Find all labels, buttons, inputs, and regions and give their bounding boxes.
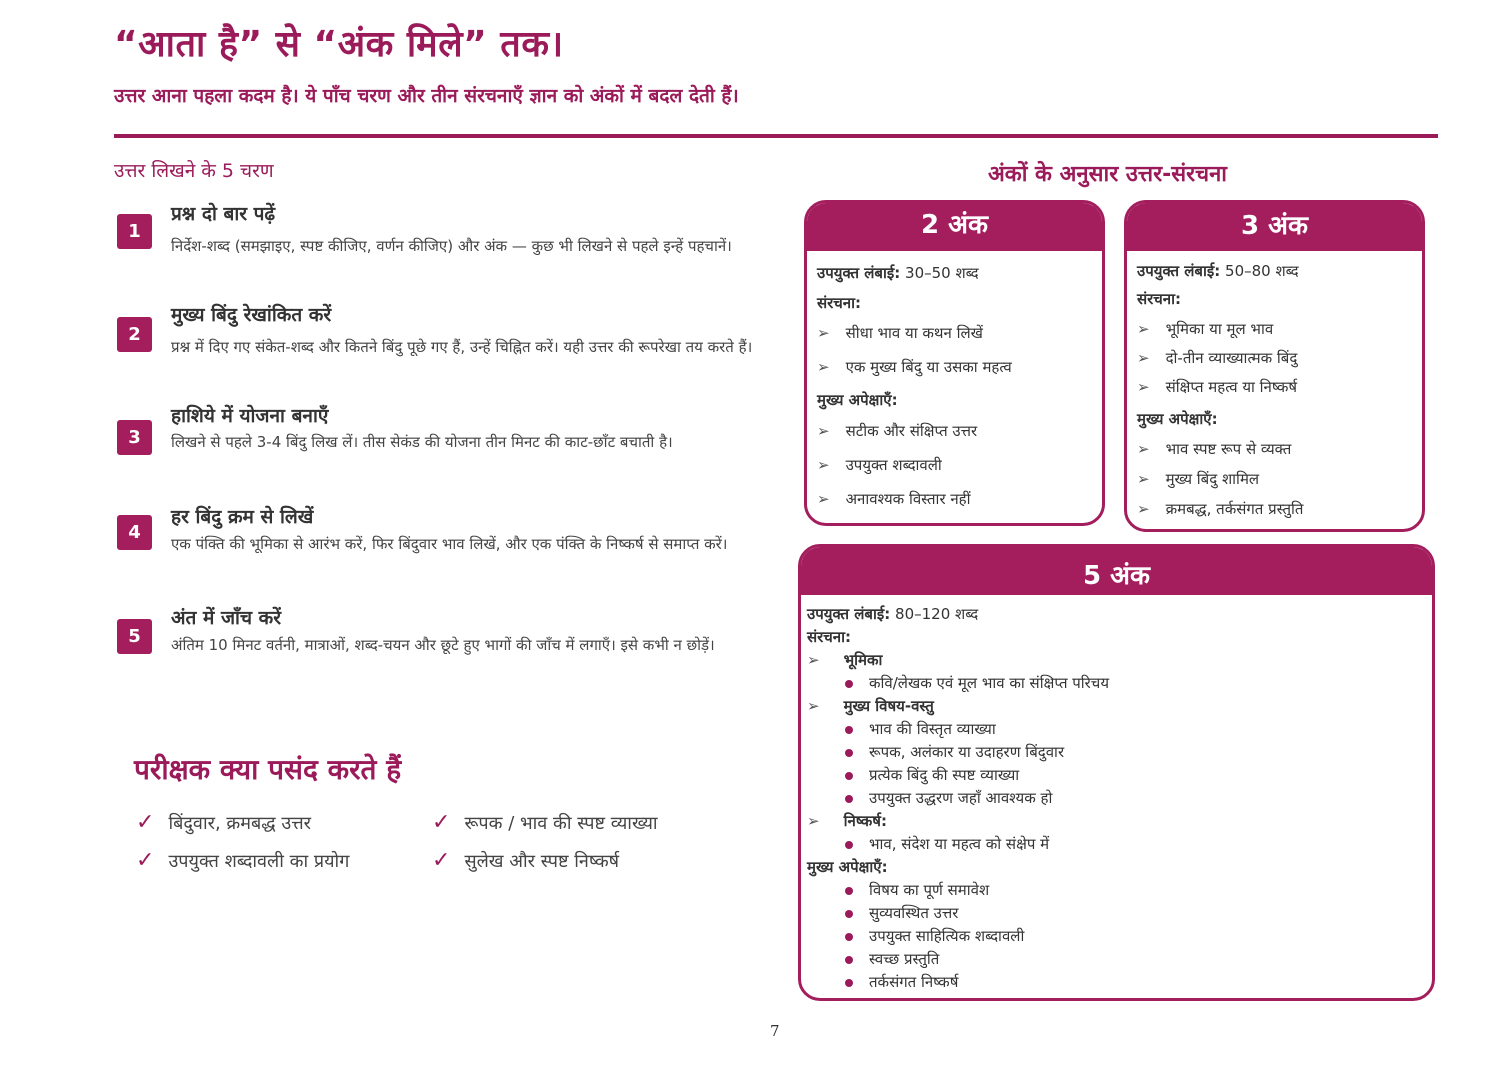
- bullet-icon: [845, 841, 853, 849]
- bullet-icon: [845, 887, 853, 895]
- check-icon: ✓: [432, 848, 451, 873]
- step-number-badge: 5: [117, 619, 152, 654]
- expectations-label: मुख्य अपेक्षाएँ:: [1137, 410, 1218, 428]
- bullet-icon: [845, 772, 853, 780]
- list-item: भाव की विस्तृत व्याख्या: [807, 718, 1432, 741]
- list-item: प्रत्येक बिंदु की स्पष्ट व्याख्या: [807, 764, 1432, 787]
- arrow-icon: ➢: [817, 422, 830, 440]
- step-number-badge: 1: [117, 214, 152, 249]
- check-icon: ✓: [136, 848, 155, 873]
- step-text: अंतिम 10 मिनट वर्तनी, मात्राओं, शब्द-चयन और छूटे हुए भागों की जाँच में लगाएँ। इसे कभी न छोड़ें।: [171, 636, 715, 654]
- expectations-label: मुख्य अपेक्षाएँ:: [817, 391, 898, 409]
- arrow-icon: ➢: [807, 651, 820, 669]
- like-item: ✓ सुलेख और स्पष्ट निष्कर्ष: [432, 848, 620, 873]
- bullet-icon: [845, 726, 853, 734]
- list-item: ➢ भाव स्पष्ट रूप से व्यक्त: [1137, 440, 1292, 458]
- bullet-icon: [845, 933, 853, 941]
- structure-label: संरचना:: [1137, 290, 1182, 308]
- list-item: ➢ संक्षिप्त महत्व या निष्कर्ष: [1137, 378, 1298, 396]
- step-number-badge: 3: [117, 420, 152, 455]
- like-item: ✓ बिंदुवार, क्रमबद्ध उत्तर: [136, 810, 312, 835]
- bullet-icon: [845, 956, 853, 964]
- structure-label: संरचना:: [807, 628, 852, 646]
- step-text: निर्देश-शब्द (समझाइए, स्पष्ट कीजिए, वर्णन कीजिए) और अंक — कुछ भी लिखने से पहले इन्हें पहचानें।: [171, 237, 732, 255]
- arrow-icon: ➢: [1137, 500, 1150, 518]
- list-item: ➢ सीधा भाव या कथन लिखें: [817, 324, 983, 342]
- list-item: ➢ एक मुख्य बिंदु या उसका महत्व: [817, 358, 1012, 376]
- expectations-label: मुख्य अपेक्षाएँ:: [807, 858, 888, 876]
- bullet-icon: [845, 749, 853, 757]
- list-item: ➢ क्रमबद्ध, तर्कसंगत प्रस्तुति: [1137, 500, 1304, 518]
- length-row: उपयुक्त लंबाई: 80–120 शब्द: [807, 605, 979, 623]
- list-item: कवि/लेखक एवं मूल भाव का संक्षिप्त परिचय: [807, 672, 1432, 695]
- arrow-icon: ➢: [817, 358, 830, 376]
- length-row: उपयुक्त लंबाई: 50–80 शब्द: [1137, 262, 1299, 280]
- step-title: प्रश्न दो बार पढ़ें: [171, 203, 276, 225]
- check-icon: ✓: [432, 810, 451, 835]
- list-item: ➢ सटीक और संक्षिप्त उत्तर: [817, 422, 978, 440]
- list-item: ➢ दो-तीन व्याख्यात्मक बिंदु: [1137, 349, 1298, 367]
- arrow-icon: ➢: [1137, 378, 1150, 396]
- step-number-badge: 2: [117, 317, 152, 352]
- like-item: ✓ रूपक / भाव की स्पष्ट व्याख्या: [432, 810, 658, 835]
- section-label: ➢ भूमिका: [807, 651, 883, 669]
- card-title: 3 अंक: [1127, 203, 1422, 251]
- length-row: उपयुक्त लंबाई: 30–50 शब्द: [817, 264, 979, 282]
- arrow-icon: ➢: [1137, 349, 1150, 367]
- step-text: लिखने से पहले 3-4 बिंदु लिख लें। तीस सेकंड की योजना तीन मिनट की काट-छाँट बचाती है।: [171, 433, 673, 451]
- list-item: तर्कसंगत निष्कर्ष: [807, 971, 1432, 994]
- divider: [114, 134, 1438, 138]
- card-2-marks: [804, 200, 1105, 526]
- step-title: अंत में जाँच करें: [171, 607, 281, 629]
- bullet-icon: [845, 680, 853, 688]
- arrow-icon: ➢: [817, 324, 830, 342]
- list-item: ➢ मुख्य बिंदु शामिल: [1137, 470, 1260, 488]
- structure-heading: अंकों के अनुसार उत्तर-संरचना: [988, 162, 1227, 187]
- structure-label: संरचना:: [817, 294, 862, 312]
- list-item: उपयुक्त उद्धरण जहाँ आवश्यक हो: [807, 787, 1432, 810]
- arrow-icon: ➢: [817, 456, 830, 474]
- bullet-icon: [845, 910, 853, 918]
- steps-heading: उत्तर लिखने के 5 चरण: [114, 160, 274, 182]
- page-subtitle: उत्तर आना पहला कदम है। ये पाँच चरण और तीन संरचनाएँ ज्ञान को अंकों में बदल देती हैं।: [114, 85, 739, 107]
- arrow-icon: ➢: [1137, 320, 1150, 338]
- list-item: सुव्यवस्थित उत्तर: [807, 902, 1432, 925]
- card-5-marks: [798, 544, 1435, 1001]
- step-title: हर बिंदु क्रम से लिखें: [171, 506, 314, 528]
- section-label: ➢ मुख्य विषय-वस्तु: [807, 697, 934, 715]
- step-text: प्रश्न में दिए गए संकेत-शब्द और कितने बिंदु पूछे गए हैं, उन्हें चिह्नित करें। यही उत्तर की रूपरेखा तय करते हैं।: [171, 338, 753, 356]
- page-number: 7: [770, 1022, 780, 1040]
- list-item: भाव, संदेश या महत्व को संक्षेप में: [807, 833, 1432, 856]
- card-3-marks: [1124, 200, 1425, 532]
- list-item: ➢ उपयुक्त शब्दावली: [817, 456, 942, 474]
- list-item: विषय का पूर्ण समावेश: [807, 879, 1432, 902]
- arrow-icon: ➢: [807, 812, 820, 830]
- arrow-icon: ➢: [817, 490, 830, 508]
- examiner-likes-heading: परीक्षक क्या पसंद करते हैं: [134, 753, 402, 786]
- list-item: ➢ अनावश्यक विस्तार नहीं: [817, 490, 971, 508]
- section-label: ➢ निष्कर्ष:: [807, 812, 887, 830]
- bullet-icon: [845, 979, 853, 987]
- list-item: रूपक, अलंकार या उदाहरण बिंदुवार: [807, 741, 1432, 764]
- arrow-icon: ➢: [1137, 440, 1150, 458]
- step-title: मुख्य बिंदु रेखांकित करें: [171, 304, 332, 326]
- like-item: ✓ उपयुक्त शब्दावली का प्रयोग: [136, 848, 350, 873]
- step-title: हाशिये में योजना बनाएँ: [171, 405, 329, 427]
- list-item: स्वच्छ प्रस्तुति: [807, 948, 1432, 971]
- step-number-badge: 4: [117, 515, 152, 550]
- arrow-icon: ➢: [807, 697, 820, 715]
- page-title: “आता है” से “अंक मिले” तक।: [114, 24, 564, 65]
- arrow-icon: ➢: [1137, 470, 1150, 488]
- card-title: 2 अंक: [807, 203, 1102, 251]
- card-title: 5 अंक: [801, 547, 1432, 595]
- list-item: ➢ भूमिका या मूल भाव: [1137, 320, 1274, 338]
- list-item: उपयुक्त साहित्यिक शब्दावली: [807, 925, 1432, 948]
- step-text: एक पंक्ति की भूमिका से आरंभ करें, फिर बिंदुवार भाव लिखें, और एक पंक्ति के निष्कर्ष से समाप्त करें।: [171, 535, 728, 553]
- check-icon: ✓: [136, 810, 155, 835]
- bullet-icon: [845, 795, 853, 803]
